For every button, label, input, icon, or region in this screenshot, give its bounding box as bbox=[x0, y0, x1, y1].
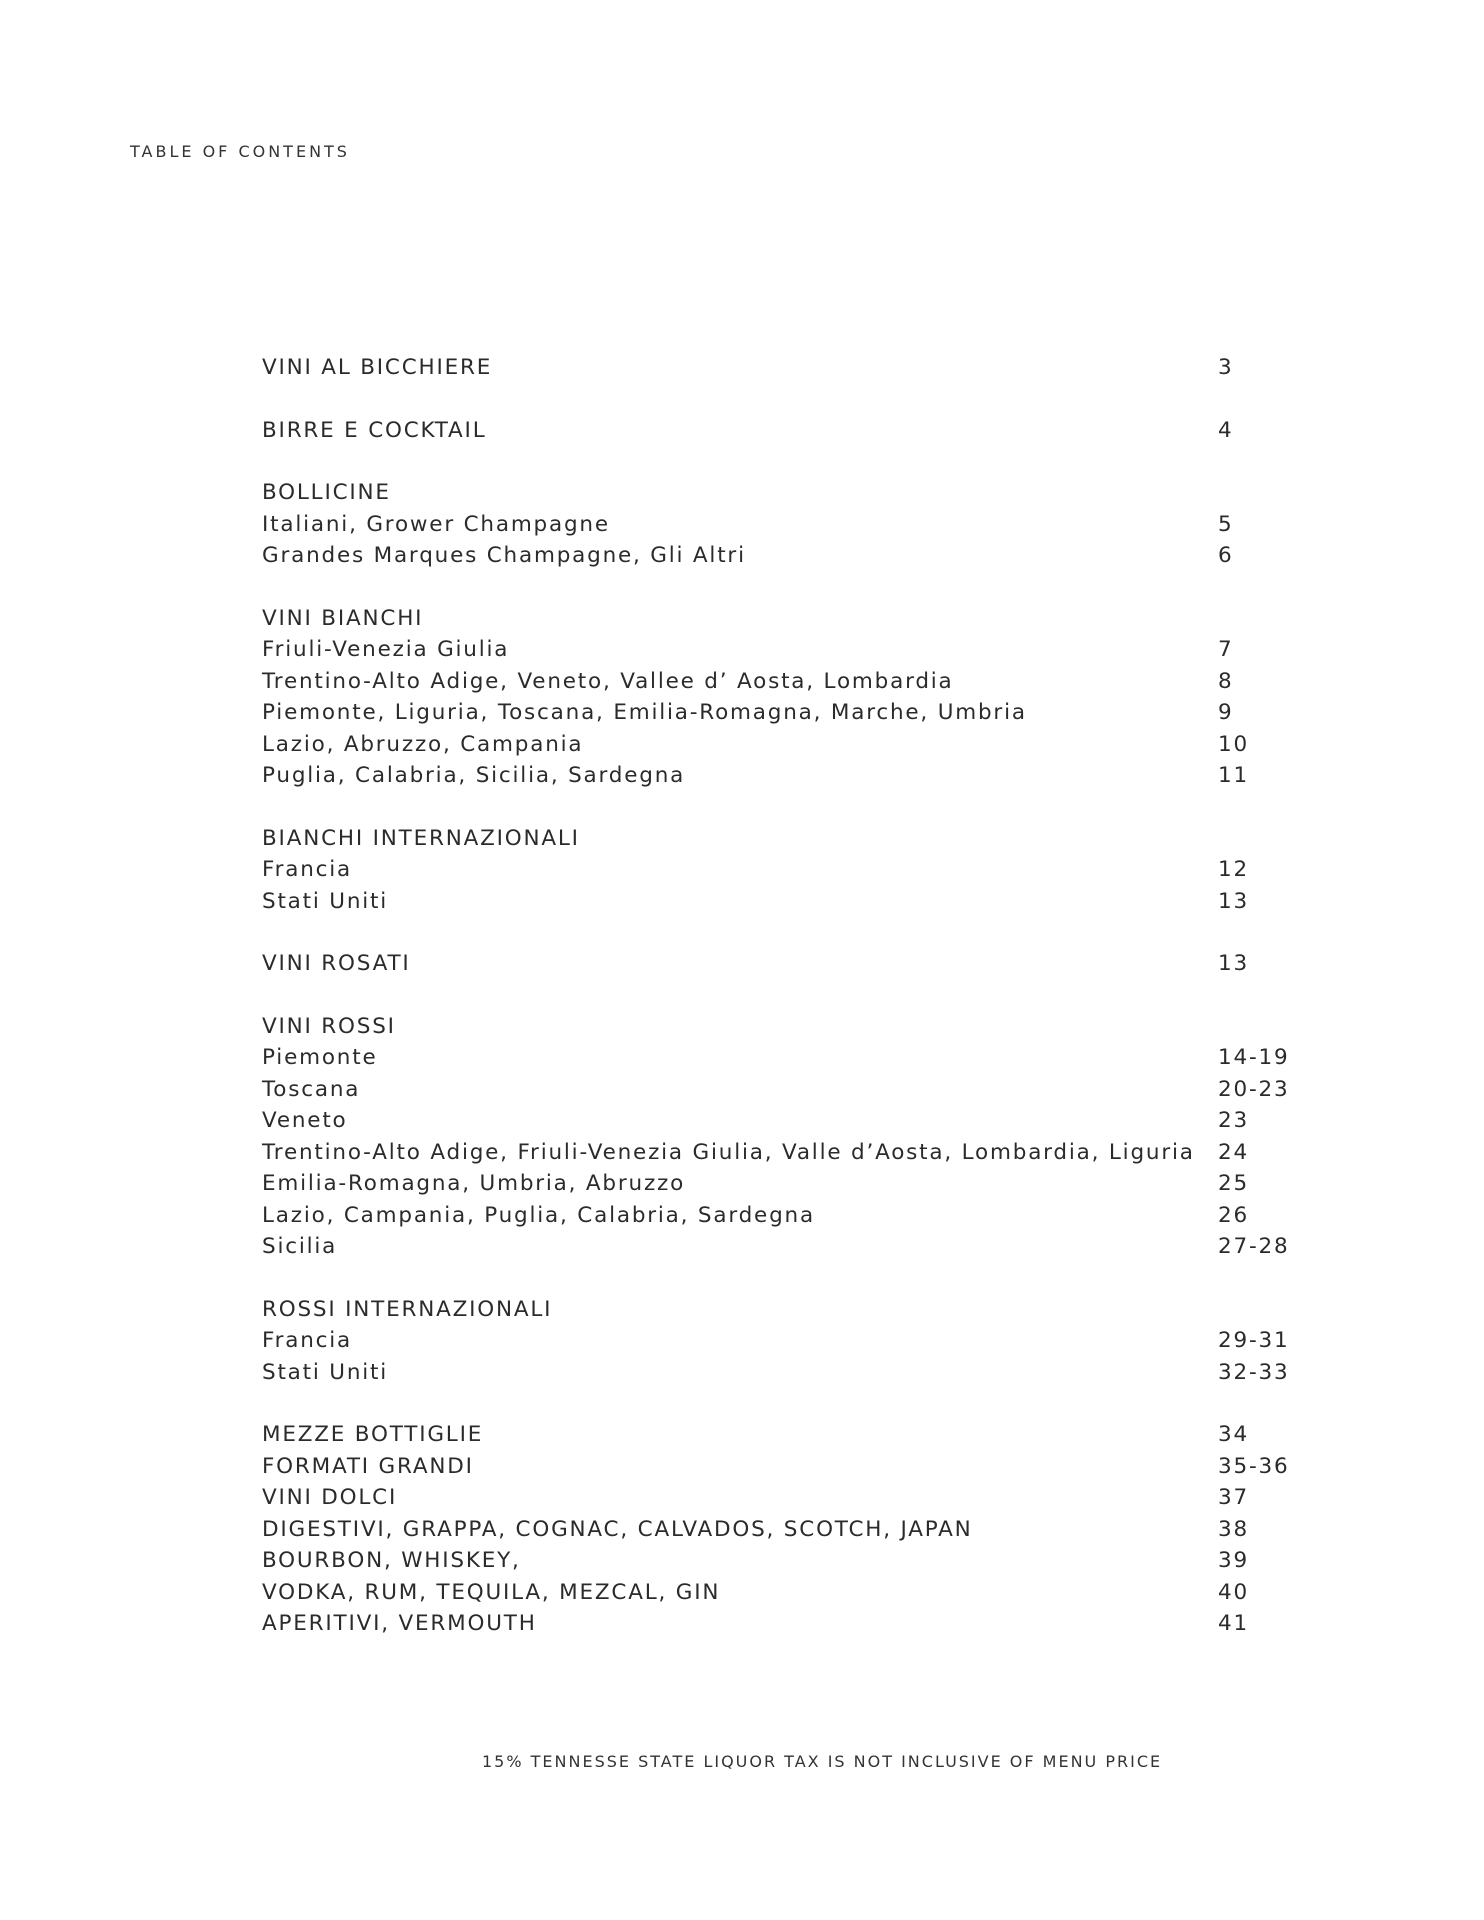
toc-entry-label: Trentino-Alto Adige, Veneto, Vallee d’ Aosta, Lombardia bbox=[262, 668, 954, 694]
toc-entry bbox=[262, 352, 1302, 384]
table-of-contents bbox=[262, 352, 1302, 1671]
toc-entry bbox=[262, 729, 1302, 761]
toc-entry bbox=[262, 823, 1302, 855]
toc-entry-label: Stati Uniti bbox=[262, 888, 389, 914]
toc-entry bbox=[262, 1451, 1302, 1483]
toc-entry-label: BOURBON, WHISKEY, bbox=[262, 1548, 521, 1573]
toc-entry-label: Francia bbox=[262, 1328, 353, 1353]
toc-entry-page: 25 bbox=[1218, 1171, 1249, 1196]
toc-entry-page: 20-23 bbox=[1218, 1076, 1290, 1102]
toc-entry-page: 4 bbox=[1218, 417, 1234, 443]
toc-entry-label: BIANCHI INTERNAZIONALI bbox=[262, 825, 580, 851]
toc-entry bbox=[262, 1545, 1302, 1577]
toc-entry bbox=[262, 1137, 1302, 1169]
toc-entry-label: Lazio, Abruzzo, Campania bbox=[262, 731, 584, 757]
toc-entry bbox=[262, 948, 1302, 980]
toc-entry-label: VINI AL BICCHIERE bbox=[262, 355, 493, 380]
toc-entry-label: Grandes Marques Champagne, Gli Altri bbox=[262, 543, 746, 568]
toc-entry-label: Piemonte bbox=[262, 1045, 378, 1070]
toc-entry-page: 35-36 bbox=[1218, 1453, 1290, 1479]
toc-entry bbox=[262, 854, 1302, 886]
toc-entry-label: Trentino-Alto Adige, Friuli-Venezia Giulia, Valle d’Aosta, Lombardia, Liguria bbox=[262, 1139, 1195, 1165]
toc-entry-page: 11 bbox=[1218, 763, 1249, 788]
toc-section bbox=[262, 823, 1302, 918]
toc-entry-label: Italiani, Grower Champagne bbox=[262, 511, 610, 537]
toc-entry bbox=[262, 477, 1302, 509]
toc-entry-label: Sicilia bbox=[262, 1234, 338, 1259]
toc-entry-page: 34 bbox=[1218, 1422, 1249, 1447]
toc-entry-label: Emilia-Romagna, Umbria, Abruzzo bbox=[262, 1171, 686, 1196]
toc-entry-page: 13 bbox=[1218, 888, 1249, 914]
toc-entry bbox=[262, 1357, 1302, 1389]
toc-entry-label: MEZZE BOTTIGLIE bbox=[262, 1422, 484, 1447]
toc-entry-label: Stati Uniti bbox=[262, 1359, 389, 1385]
tax-note: 15% TENNESSE STATE LIQUOR TAX IS NOT INCLUSIVE OF MENU PRICE bbox=[482, 1752, 1163, 1771]
toc-section bbox=[262, 948, 1302, 980]
toc-entry-page: 12 bbox=[1218, 857, 1249, 882]
page-title: TABLE OF CONTENTS bbox=[130, 142, 350, 161]
toc-entry bbox=[262, 1325, 1302, 1357]
toc-entry bbox=[262, 540, 1302, 572]
toc-entry bbox=[262, 886, 1302, 918]
toc-entry bbox=[262, 1231, 1302, 1263]
toc-entry-label: Lazio, Campania, Puglia, Calabria, Sardegna bbox=[262, 1202, 815, 1228]
toc-entry-label: VINI DOLCI bbox=[262, 1485, 398, 1510]
toc-entry bbox=[262, 603, 1302, 635]
toc-entry bbox=[262, 1200, 1302, 1232]
toc-entry-page: 26 bbox=[1218, 1202, 1249, 1228]
toc-entry-label: VINI ROSATI bbox=[262, 951, 411, 976]
toc-entry-page: 13 bbox=[1218, 951, 1249, 976]
toc-section bbox=[262, 352, 1302, 384]
toc-entry-page: 9 bbox=[1218, 700, 1234, 725]
toc-entry-page: 23 bbox=[1218, 1108, 1249, 1133]
toc-entry-page: 38 bbox=[1218, 1516, 1249, 1542]
toc-entry-page: 7 bbox=[1218, 637, 1234, 662]
toc-entry-page: 32-33 bbox=[1218, 1359, 1290, 1385]
toc-section bbox=[262, 603, 1302, 792]
toc-entry-page: 3 bbox=[1218, 355, 1234, 380]
toc-entry-label: APERITIVI, VERMOUTH bbox=[262, 1611, 537, 1636]
toc-entry-label: Friuli-Venezia Giulia bbox=[262, 637, 510, 662]
toc-entry-page: 39 bbox=[1218, 1548, 1249, 1573]
toc-entry bbox=[262, 1482, 1302, 1514]
toc-entry-page: 10 bbox=[1218, 731, 1249, 757]
toc-entry-label: Toscana bbox=[262, 1076, 361, 1102]
toc-entry bbox=[262, 509, 1302, 541]
toc-entry-page: 14-19 bbox=[1218, 1045, 1290, 1070]
toc-entry-label: VINI BIANCHI bbox=[262, 605, 424, 631]
toc-entry-page: 5 bbox=[1218, 511, 1234, 537]
toc-entry-label: Piemonte, Liguria, Toscana, Emilia-Romagna, Marche, Umbria bbox=[262, 700, 1027, 725]
toc-entry bbox=[262, 666, 1302, 698]
toc-entry bbox=[262, 1042, 1302, 1074]
toc-entry-label: ROSSI INTERNAZIONALI bbox=[262, 1296, 553, 1322]
toc-entry bbox=[262, 1577, 1302, 1609]
toc-entry-page: 41 bbox=[1218, 1611, 1249, 1636]
toc-entry-page: 6 bbox=[1218, 543, 1234, 568]
toc-entry-label: DIGESTIVI, GRAPPA, COGNAC, CALVADOS, SCOTCH, JAPAN bbox=[262, 1516, 973, 1542]
toc-entry-label: FORMATI GRANDI bbox=[262, 1453, 474, 1479]
toc-entry bbox=[262, 1608, 1302, 1640]
toc-entry-page: 27-28 bbox=[1218, 1234, 1290, 1259]
toc-entry bbox=[262, 760, 1302, 792]
toc-entry-label: VINI ROSSI bbox=[262, 1013, 396, 1039]
toc-entry-page: 37 bbox=[1218, 1485, 1249, 1510]
toc-entry bbox=[262, 1168, 1302, 1200]
toc-entry-page: 8 bbox=[1218, 668, 1234, 694]
toc-entry-page: 24 bbox=[1218, 1139, 1249, 1165]
toc-entry bbox=[262, 1294, 1302, 1326]
toc-entry-label: Francia bbox=[262, 857, 353, 882]
toc-section bbox=[262, 415, 1302, 447]
toc-entry-label: VODKA, RUM, TEQUILA, MEZCAL, GIN bbox=[262, 1579, 721, 1605]
toc-entry bbox=[262, 1105, 1302, 1137]
toc-entry bbox=[262, 1419, 1302, 1451]
toc-entry-page: 29-31 bbox=[1218, 1328, 1290, 1353]
toc-section bbox=[262, 1419, 1302, 1640]
toc-entry-label: Veneto bbox=[262, 1108, 348, 1133]
toc-entry-page: 40 bbox=[1218, 1579, 1249, 1605]
toc-entry-label: BIRRE E COCKTAIL bbox=[262, 417, 487, 443]
toc-entry bbox=[262, 634, 1302, 666]
toc-entry bbox=[262, 1011, 1302, 1043]
toc-section bbox=[262, 1011, 1302, 1263]
toc-section bbox=[262, 1294, 1302, 1389]
toc-entry bbox=[262, 1074, 1302, 1106]
toc-entry-label: Puglia, Calabria, Sicilia, Sardegna bbox=[262, 763, 686, 788]
toc-entry bbox=[262, 415, 1302, 447]
toc-section bbox=[262, 477, 1302, 572]
toc-entry bbox=[262, 1514, 1302, 1546]
toc-entry-label: BOLLICINE bbox=[262, 480, 391, 505]
toc-entry bbox=[262, 697, 1302, 729]
